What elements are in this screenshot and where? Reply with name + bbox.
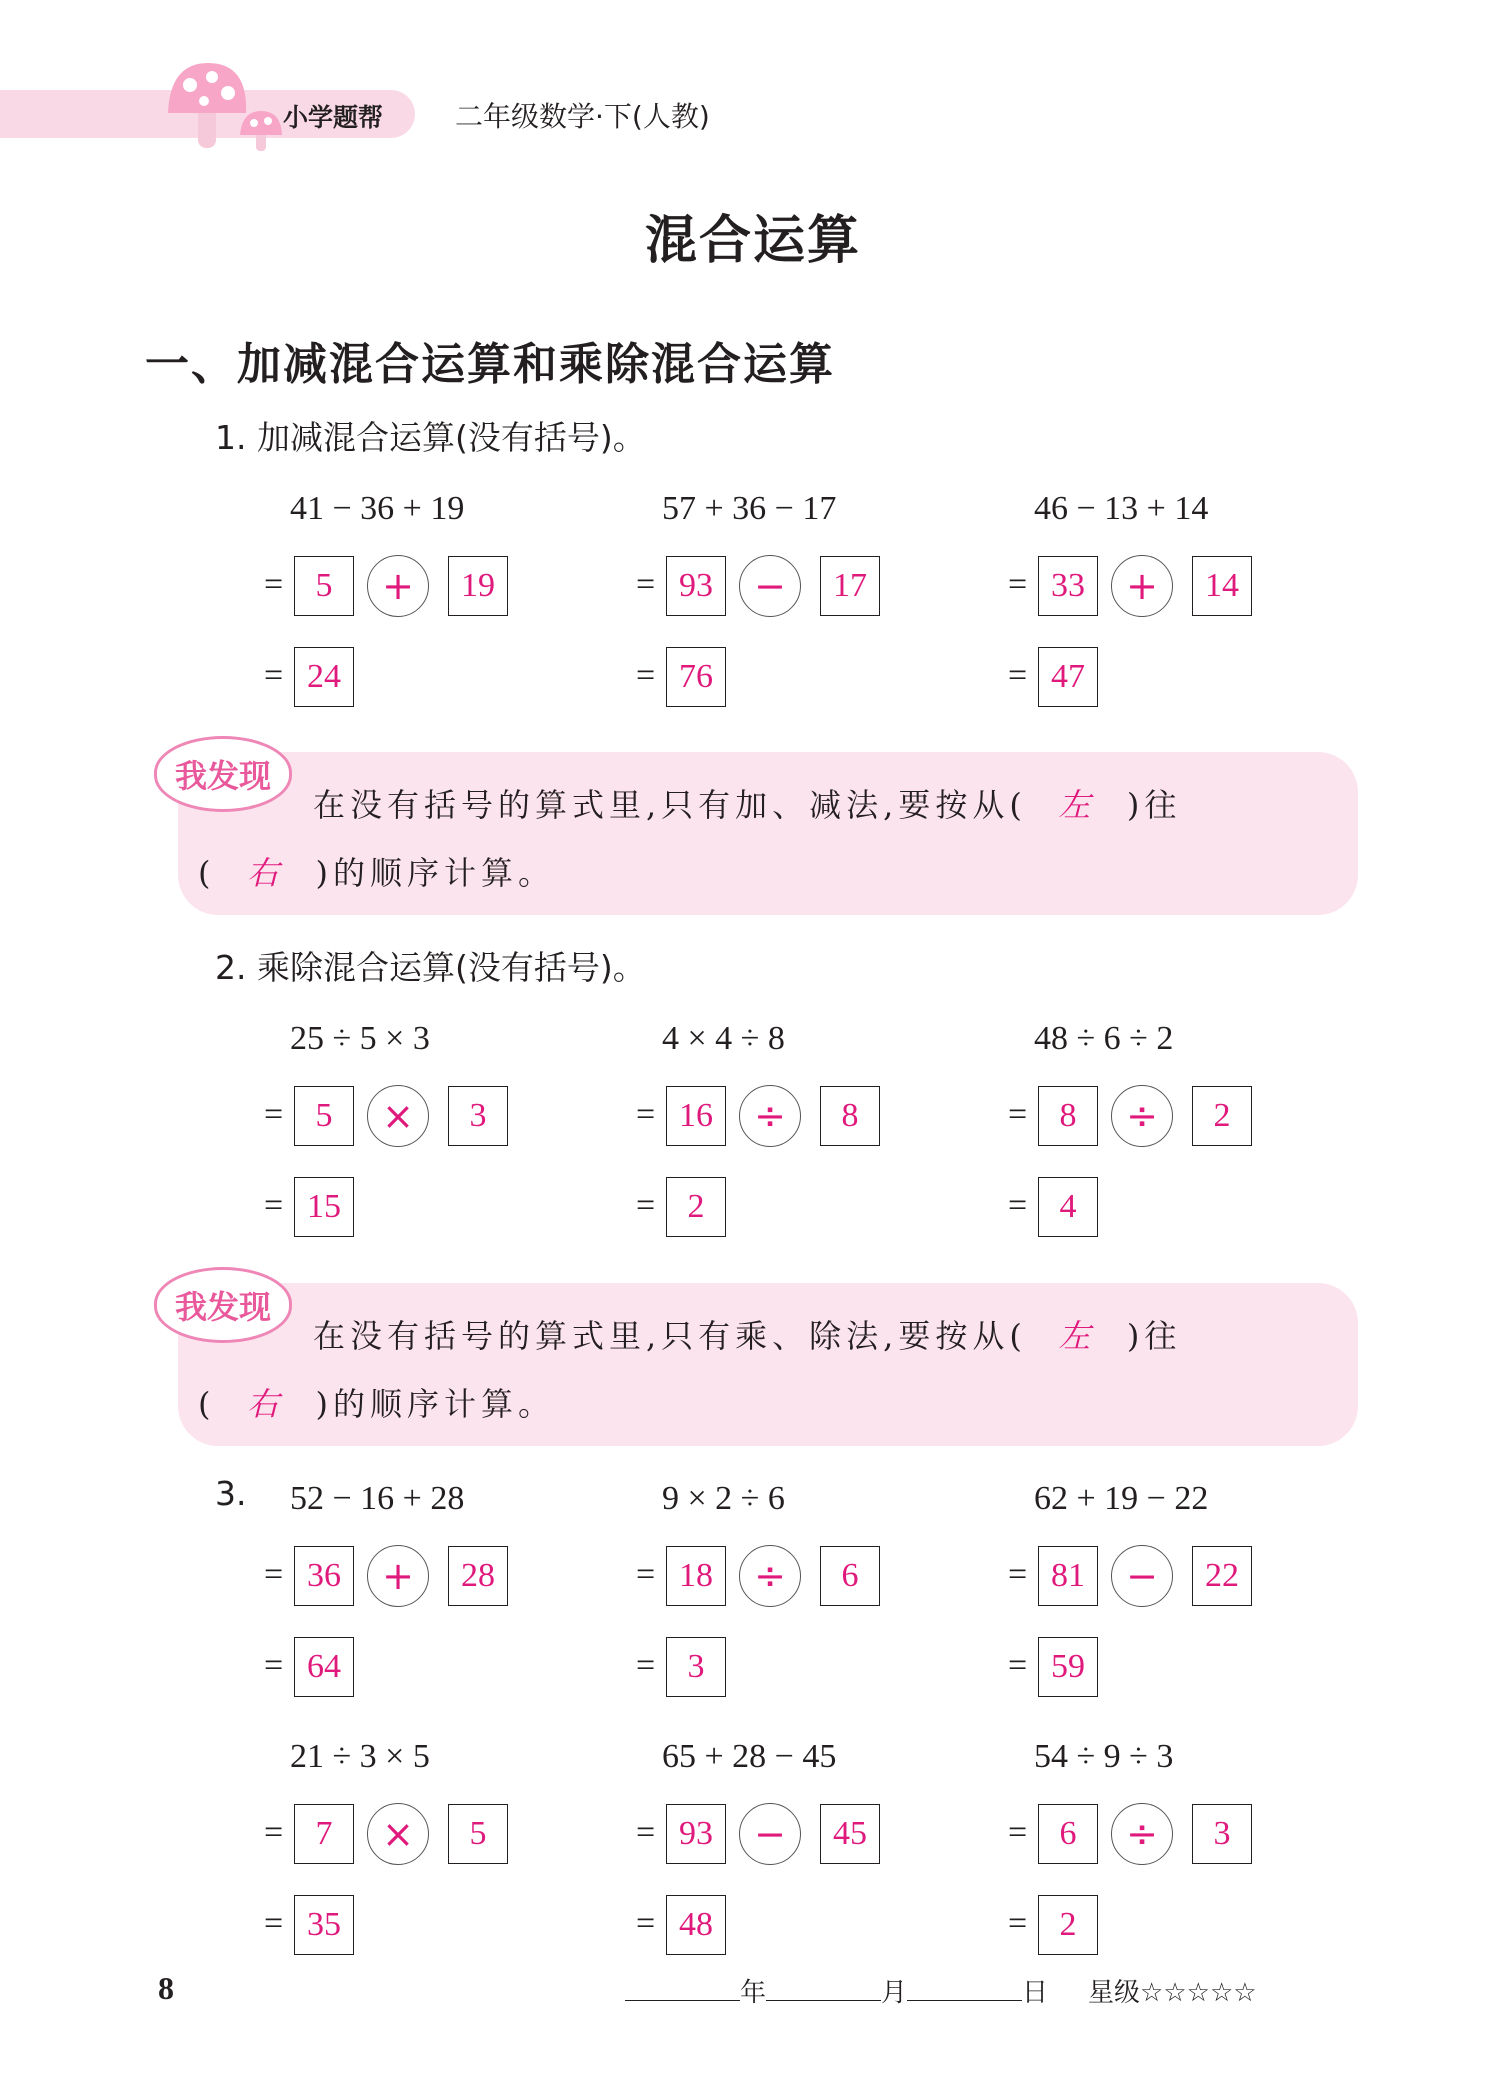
- page-number: 8: [158, 1970, 174, 2006]
- operator-circle: −: [739, 1803, 801, 1865]
- answer-box: 19: [448, 556, 508, 616]
- answer-box: 33: [1038, 556, 1098, 616]
- section-heading: 一、加减混合运算和乘除混合运算: [145, 339, 835, 390]
- operator-circle: ×: [367, 1085, 429, 1147]
- operator-circle: ÷: [1111, 1085, 1173, 1147]
- answer-box: 6: [820, 1546, 880, 1606]
- note-answer: 左: [1058, 786, 1096, 824]
- result-box: 4: [1038, 1177, 1098, 1237]
- star-rating: 星级☆☆☆☆☆: [1088, 1978, 1257, 2008]
- expression: 62 + 19 − 22: [1034, 1480, 1209, 1517]
- answer-box: 8: [820, 1086, 880, 1146]
- result-box: 15: [294, 1177, 354, 1237]
- result-box: 48: [666, 1895, 726, 1955]
- expression: 48 ÷ 6 ÷ 2: [1034, 1020, 1174, 1057]
- equals-sign: =: [1008, 1647, 1028, 1684]
- equals-sign: =: [636, 566, 656, 603]
- equals-sign: =: [1008, 1905, 1028, 1942]
- answer-box: 5: [294, 1086, 354, 1146]
- result-box: 2: [666, 1177, 726, 1237]
- expression: 57 + 36 − 17: [662, 490, 837, 527]
- answer-box: 36: [294, 1546, 354, 1606]
- note-text: )往: [1126, 1317, 1182, 1355]
- operator-circle: +: [367, 555, 429, 617]
- expression: 65 + 28 − 45: [662, 1738, 837, 1775]
- answer-box: 14: [1192, 556, 1252, 616]
- operator-circle: −: [1111, 1545, 1173, 1607]
- equals-sign: =: [264, 566, 284, 603]
- note-answer: 左: [1058, 1317, 1096, 1355]
- note-text: 在没有括号的算式里,只有加、减法,要按从(: [313, 786, 1027, 824]
- answer-box: 22: [1192, 1546, 1252, 1606]
- note-text: 在没有括号的算式里,只有乘、除法,要按从(: [313, 1317, 1027, 1355]
- expression: 41 − 36 + 19: [290, 490, 465, 527]
- equals-sign: =: [636, 657, 656, 694]
- equals-sign: =: [264, 1647, 284, 1684]
- answer-box: 2: [1192, 1086, 1252, 1146]
- result-box: 3: [666, 1637, 726, 1697]
- result-box: 64: [294, 1637, 354, 1697]
- answer-box: 6: [1038, 1804, 1098, 1864]
- result-box: 76: [666, 647, 726, 707]
- discovery-tag: 我发现: [154, 1267, 292, 1343]
- answer-box: 18: [666, 1546, 726, 1606]
- expression: 25 ÷ 5 × 3: [290, 1020, 430, 1057]
- answer-box: 28: [448, 1546, 508, 1606]
- discovery-note-2: [174, 1283, 1358, 1446]
- operator-circle: ÷: [1111, 1803, 1173, 1865]
- subheading-2: 2. 乘除混合运算(没有括号)。: [215, 948, 646, 987]
- note-text: )的顺序计算。: [315, 1385, 555, 1423]
- equals-sign: =: [264, 1556, 284, 1593]
- equals-sign: =: [1008, 1187, 1028, 1224]
- equals-sign: =: [1008, 566, 1028, 603]
- answer-box: 5: [294, 556, 354, 616]
- equals-sign: =: [636, 1647, 656, 1684]
- note-text: (: [198, 1385, 216, 1423]
- equals-sign: =: [264, 657, 284, 694]
- note-answer: 右: [246, 854, 284, 892]
- equals-sign: =: [1008, 657, 1028, 694]
- expression: 21 ÷ 3 × 5: [290, 1738, 430, 1775]
- equals-sign: =: [636, 1905, 656, 1942]
- answer-box: 3: [448, 1086, 508, 1146]
- subheading-3: 3.: [215, 1474, 247, 1513]
- operator-circle: +: [367, 1545, 429, 1607]
- footer-date-rating: [625, 1972, 1257, 2009]
- answer-box: 93: [666, 1804, 726, 1864]
- answer-box: 81: [1038, 1546, 1098, 1606]
- equals-sign: =: [636, 1187, 656, 1224]
- operator-circle: ÷: [739, 1085, 801, 1147]
- equals-sign: =: [264, 1814, 284, 1851]
- brand-name: 小学题帮: [283, 103, 384, 132]
- answer-box: 8: [1038, 1086, 1098, 1146]
- answer-box: 16: [666, 1086, 726, 1146]
- page-title: 混合运算: [644, 210, 861, 271]
- equals-sign: =: [264, 1187, 284, 1224]
- result-box: 47: [1038, 647, 1098, 707]
- answer-box: 17: [820, 556, 880, 616]
- note-text: )的顺序计算。: [315, 854, 555, 892]
- operator-circle: −: [739, 555, 801, 617]
- equals-sign: =: [1008, 1096, 1028, 1133]
- answer-box: 7: [294, 1804, 354, 1864]
- equals-sign: =: [264, 1096, 284, 1133]
- year-label: 年: [740, 1978, 767, 2008]
- equals-sign: =: [1008, 1814, 1028, 1851]
- result-box: 24: [294, 647, 354, 707]
- expression: 4 × 4 ÷ 8: [662, 1020, 785, 1057]
- equals-sign: =: [636, 1814, 656, 1851]
- note-answer: 右: [246, 1385, 284, 1423]
- result-box: 2: [1038, 1895, 1098, 1955]
- day-label: 日: [1022, 1978, 1049, 2008]
- result-box: 35: [294, 1895, 354, 1955]
- expression: 52 − 16 + 28: [290, 1480, 465, 1517]
- expression: 9 × 2 ÷ 6: [662, 1480, 785, 1517]
- expression: 54 ÷ 9 ÷ 3: [1034, 1738, 1174, 1775]
- answer-box: 3: [1192, 1804, 1252, 1864]
- equals-sign: =: [264, 1905, 284, 1942]
- equals-sign: =: [636, 1096, 656, 1133]
- note-text: )往: [1126, 786, 1182, 824]
- answer-box: 45: [820, 1804, 880, 1864]
- equals-sign: =: [1008, 1556, 1028, 1593]
- mushroom-logo-icon: [160, 55, 290, 155]
- subject-label: 二年级数学·下(人教): [455, 100, 710, 133]
- operator-circle: ×: [367, 1803, 429, 1865]
- operator-circle: +: [1111, 555, 1173, 617]
- discovery-tag: 我发现: [154, 736, 292, 812]
- subheading-1: 1. 加减混合运算(没有括号)。: [215, 418, 646, 457]
- answer-box: 93: [666, 556, 726, 616]
- operator-circle: ÷: [739, 1545, 801, 1607]
- equals-sign: =: [636, 1556, 656, 1593]
- expression: 46 − 13 + 14: [1034, 490, 1209, 527]
- result-box: 59: [1038, 1637, 1098, 1697]
- discovery-note-1: [174, 752, 1358, 915]
- note-text: (: [198, 854, 216, 892]
- month-label: 月: [881, 1978, 908, 2008]
- answer-box: 5: [448, 1804, 508, 1864]
